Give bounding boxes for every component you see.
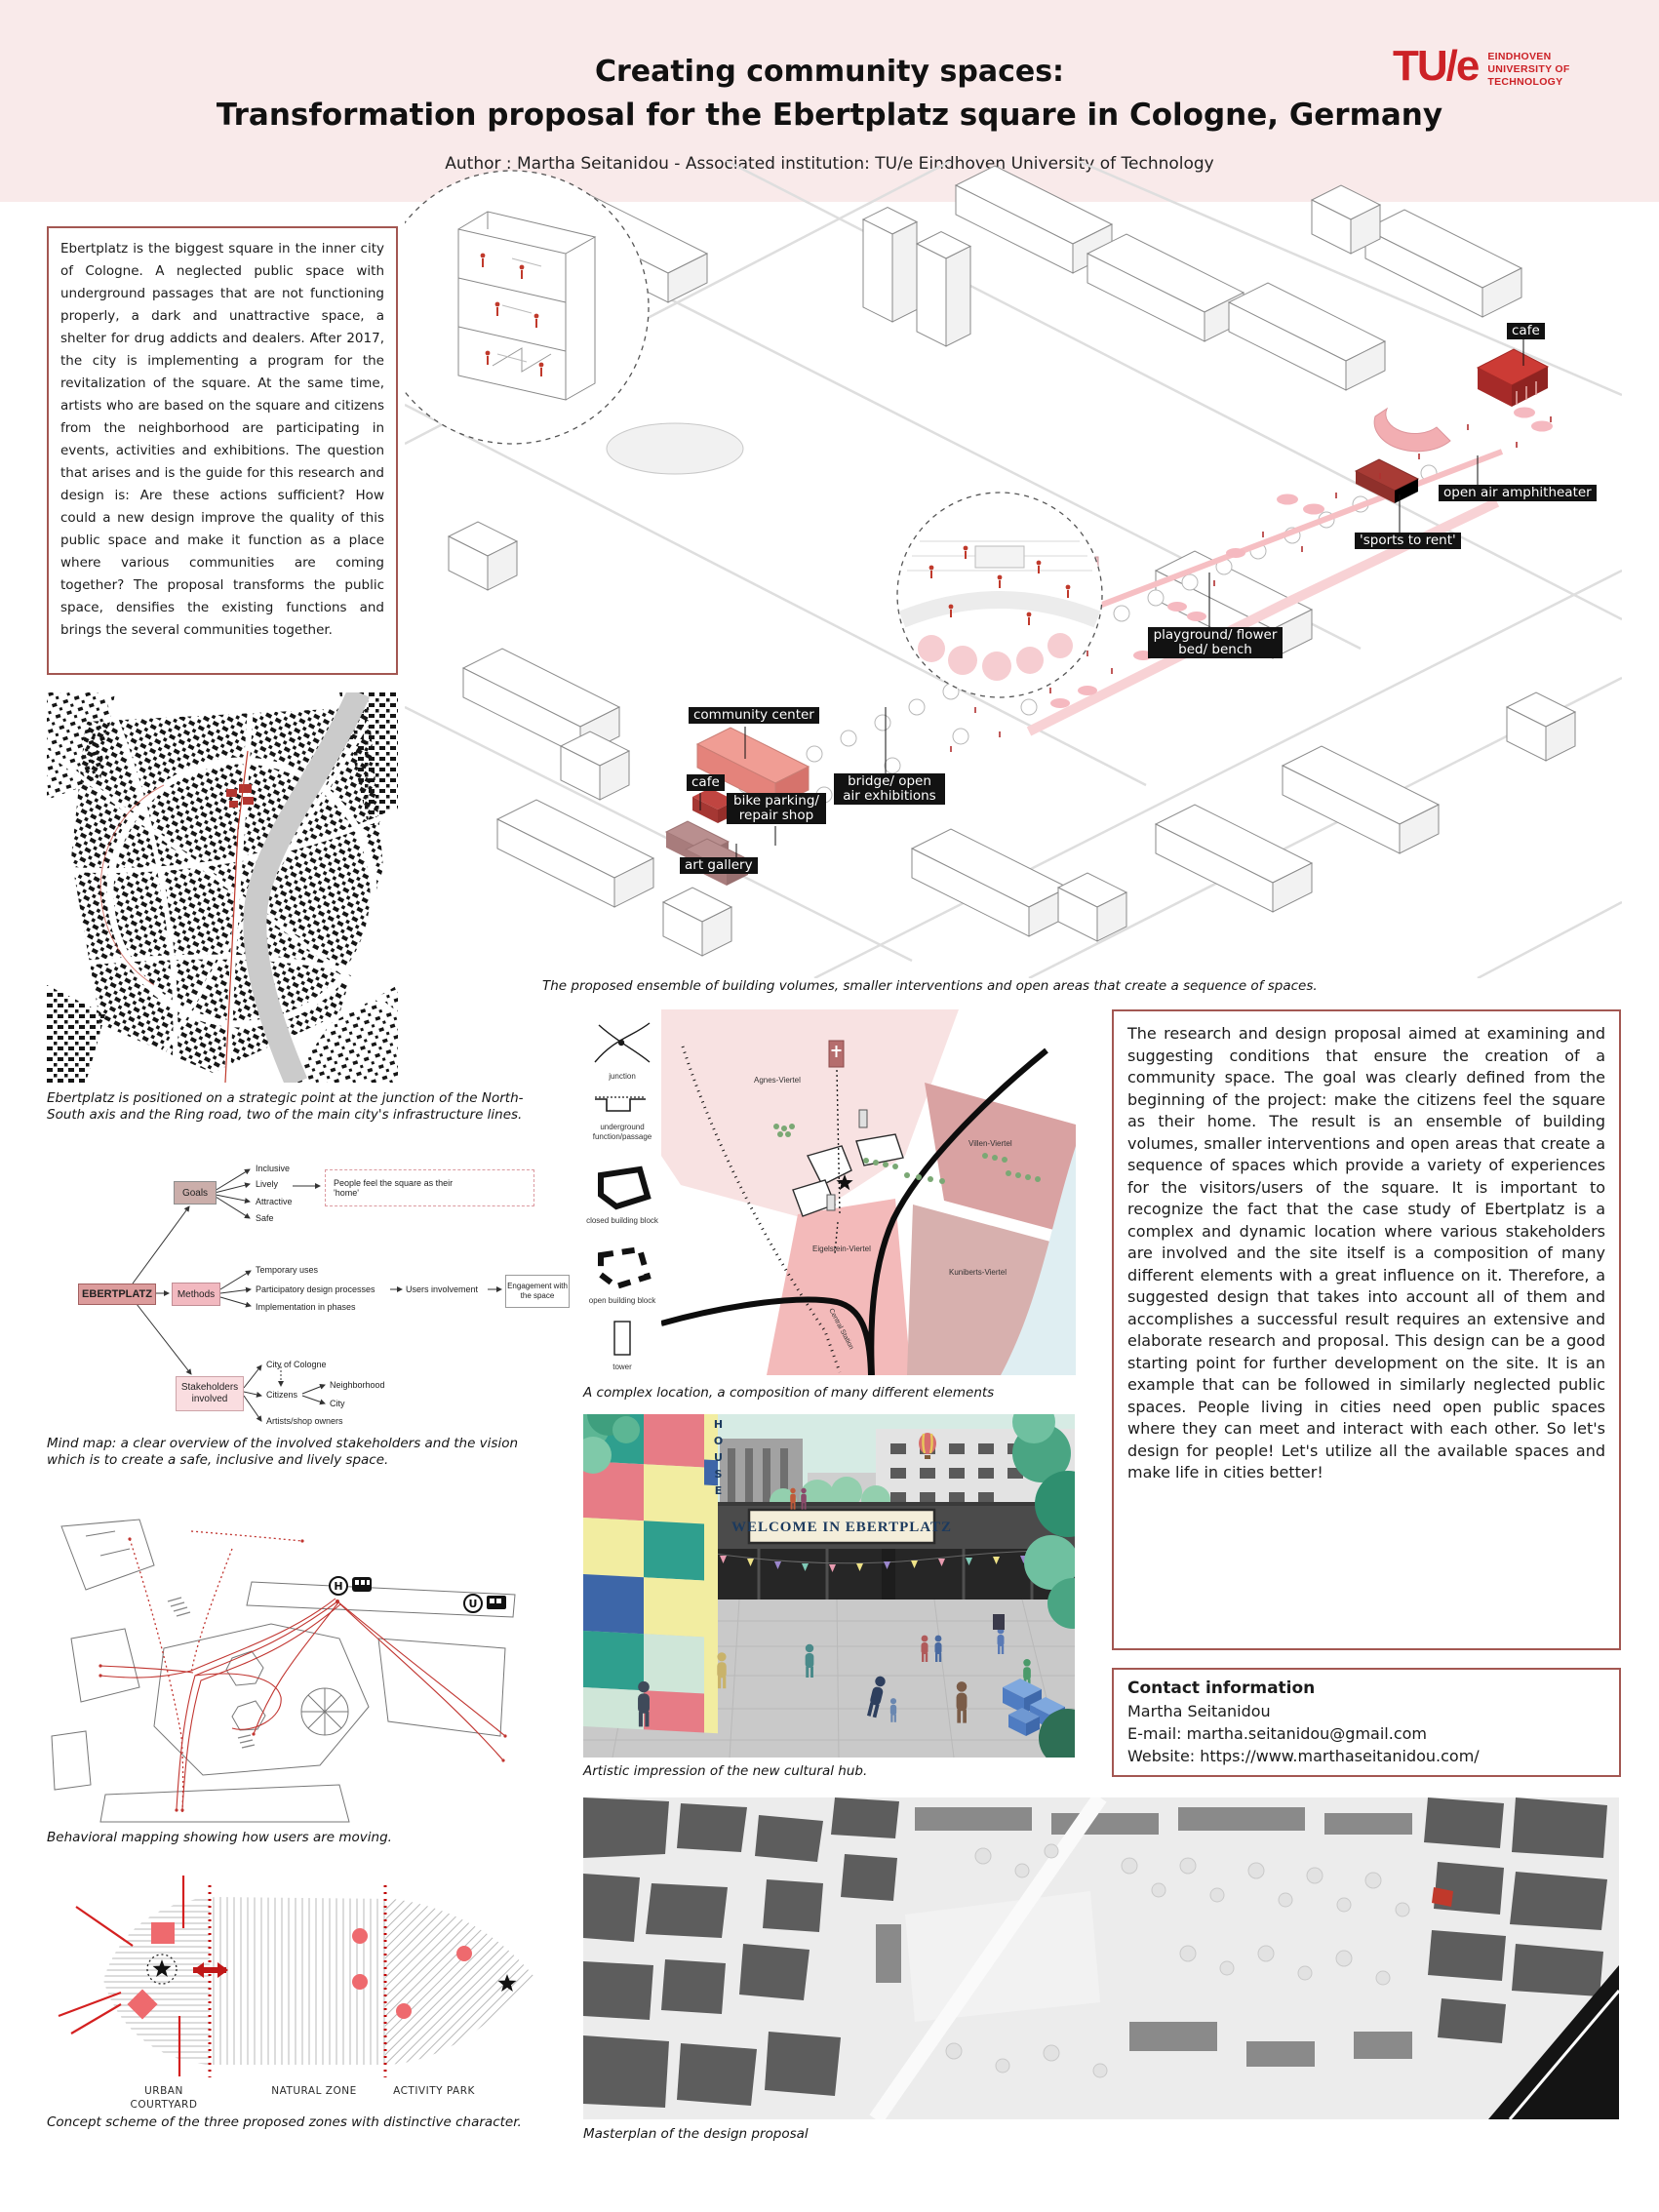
- zone-label-natural: NATURAL ZONE: [271, 2085, 357, 2097]
- mindmap-outcome-box: [325, 1169, 534, 1206]
- flower-beds: [1050, 408, 1553, 709]
- stakeholder-item: City of Cologne: [266, 1360, 327, 1369]
- location-map-figure: [583, 1009, 1076, 1375]
- concept-scheme-figure: [47, 1868, 554, 2116]
- open-block-icon: [583, 1244, 661, 1292]
- art-gallery-building: [666, 821, 748, 886]
- transit-stop-ubahn: [464, 1595, 506, 1612]
- goal-item: Attractive: [256, 1197, 293, 1206]
- citizens-child: Neighborhood: [330, 1380, 385, 1390]
- mindmap-stakeholders: Stakeholders involved: [176, 1376, 244, 1411]
- house-vertical-text: HOUSE: [712, 1418, 725, 1501]
- mind-map-caption: Mind map: a clear overview of the involved stakeholders and the vision which is to create a safe, inclusive and lively space.: [47, 1436, 519, 1468]
- axon-label-playground: playground/ flower bed/ bench: [1148, 627, 1283, 658]
- axonometric-figure: [405, 161, 1622, 978]
- goal-item: Inclusive: [256, 1164, 291, 1173]
- street-blocks: [52, 1520, 515, 1822]
- page-title-line2: Transformation proposal for the Ebertplatz square in Cologne, Germany: [216, 98, 1443, 133]
- city-map-figure: [47, 692, 398, 1083]
- legend-underground: underground function/passage: [583, 1089, 661, 1141]
- author-line: Author : Martha Seitanidou - Associated institution: TU/e Eindhoven University of Technology: [445, 154, 1214, 174]
- tue-logo-text-line: EINDHOVEN: [1487, 51, 1552, 62]
- zone-label-urban: URBAN COURTYARD: [130, 2085, 198, 2111]
- masterplan-svg: [583, 1797, 1619, 2119]
- legend-tower: tower: [583, 1320, 661, 1372]
- stakeholder-item: Citizens: [266, 1390, 298, 1400]
- mindmap-engagement-box: Engagement with the space: [505, 1275, 570, 1308]
- legend-junction: junction: [583, 1017, 661, 1082]
- tower-icon: [583, 1320, 661, 1359]
- tue-logo-text-line: UNIVERSITY OF: [1487, 63, 1570, 75]
- method-item: Temporary uses: [256, 1265, 319, 1275]
- page-title-line1: Creating community spaces:: [594, 55, 1065, 89]
- citizens-child: City: [330, 1399, 345, 1408]
- concept-scheme-svg: [47, 1868, 554, 2116]
- location-caption: A complex location, a composition of many different elements: [583, 1385, 995, 1401]
- location-map-svg: [661, 1009, 1076, 1375]
- impression-caption: Artistic impression of the new cultural hub.: [583, 1763, 868, 1779]
- axon-label-community-center: community center: [689, 707, 819, 724]
- axon-label-art-gallery: art gallery: [680, 857, 758, 874]
- axonometric-svg: [405, 161, 1622, 978]
- users-involvement: Users involvement: [406, 1284, 479, 1294]
- tue-logo-mark: TU/e: [1393, 42, 1479, 90]
- church-icon: [829, 1041, 844, 1067]
- research-textbox: The research and design proposal aimed at examining and suggesting conditions that ensure the creation of a community space. The goal was clearly defined from the beginning of the project: make the citizens feel the square as their home. The result is an ensemble of building volumes, smaller interventions and open areas that create a sequence of spaces which provide a variety of experiences for the visitors/users of the square. It is important to recognize the fact that the case study of Ebertplatz is a complex and dynamic location where various stakeholders are involved and the site itself is a composition of many different elements with a great influence on it. Therefore, a suggested design that takes into account all of them and accomplishes a successful result requires an extensive and elaborate research and proposal. This design can be a good starting point for further development on the site. It is an example that can be followed in similarly neglected public spaces. People living in cities need open public spaces where they can meet and interact with each other. So let's design for people! Let's utilize all the available spaces and make life in cities better!: [1112, 1009, 1621, 1650]
- program-square: [151, 1922, 175, 1944]
- sports-pavilion: [1356, 459, 1418, 503]
- behavioral-map-figure: [47, 1512, 534, 1824]
- impression-svg: [583, 1414, 1075, 1758]
- goal-item: Safe: [256, 1213, 274, 1223]
- axon-label-bridge: bridge/ open air exhibitions: [834, 773, 945, 805]
- location-map-legend: [583, 1009, 661, 1375]
- method-item: Participatory design processes: [256, 1284, 375, 1294]
- contact-box: [1112, 1668, 1621, 1777]
- legend-open-block: open building block: [583, 1244, 661, 1306]
- contact-heading: Contact information: [1127, 1679, 1316, 1698]
- mind-map-figure: [47, 1156, 573, 1434]
- districts: [661, 1009, 1076, 1375]
- ubahn-stop-letter: U: [468, 1598, 478, 1610]
- closed-block-icon: [583, 1164, 661, 1212]
- underground-icon: [583, 1089, 661, 1119]
- impression-figure: [583, 1414, 1075, 1758]
- axon-label-amphitheater: open air amphitheater: [1439, 485, 1597, 501]
- plaza-inset: [897, 493, 1102, 697]
- masterplan-caption: Masterplan of the design proposal: [583, 2126, 809, 2142]
- axon-label-sports: 'sports to rent': [1355, 533, 1461, 549]
- mindmap-goals: Goals: [174, 1181, 217, 1205]
- junction-icon: [583, 1017, 661, 1068]
- pond: [607, 423, 743, 474]
- behavioral-map-svg: [47, 1512, 534, 1824]
- welcome-sign: [731, 1510, 952, 1543]
- tue-logo-text-line: TECHNOLOGY: [1487, 76, 1563, 88]
- legend-closed-block: closed building block: [583, 1164, 661, 1226]
- stakeholder-item: Artists/shop owners: [266, 1416, 343, 1426]
- tue-logo: [1393, 42, 1570, 90]
- intro-textbox: Ebertplatz is the biggest square in the inner city of Cologne. A neglected public space with underground passages that are not functioning properly, a dark and unattractive space, a shelter for drug addicts and dealers. After 2017, the city is implementing a program for the revitalization of the square. At the same time, artists who are based on the square and citizens from the neighborhood are participating in events, activities and exhibitions. The question that arises and is the guide for this research and design is: Are these actions sufficient? How could a new design improve the quality of this public space and make it function as a place where various communities are coming together? The proposal transforms the public space, densifies the existing functions and brings the several communities together.: [47, 226, 398, 675]
- district-label: Kuniberts-Viertel: [949, 1268, 1007, 1277]
- central-station-label: Central Station: [827, 1307, 855, 1351]
- mindmap-root: EBERTPLATZ: [78, 1284, 156, 1305]
- bus-stop-letter: H: [334, 1580, 343, 1593]
- axon-label-cafe-left: cafe: [687, 774, 725, 791]
- mindmap-outcome-text: People feel the square as their 'home': [334, 1178, 454, 1198]
- contact-email: E-mail: martha.seitanidou@gmail.com: [1127, 1724, 1427, 1743]
- zone-label-activity: ACTIVITY PARK: [393, 2085, 475, 2097]
- transit-stop-bus: [330, 1577, 372, 1595]
- concept-caption: Concept scheme of the three proposed zones with distinctive character.: [47, 2114, 522, 2130]
- city-map-svg: [47, 692, 398, 1083]
- axon-label-cafe-top: cafe: [1507, 323, 1545, 339]
- city-map-caption: Ebertplatz is positioned on a strategic point at the junction of the North-South axis and the Ring road, two of the main city's infrastructure lines.: [47, 1090, 524, 1123]
- axon-label-bike-parking: bike parking/ repair shop: [727, 793, 826, 824]
- contact-website: Website: https://www.marthaseitanidou.com/: [1127, 1747, 1480, 1765]
- district-label: Eigelstein-Viertel: [812, 1244, 871, 1253]
- behavioral-caption: Behavioral mapping showing how users are moving.: [47, 1830, 392, 1845]
- contact-name: Martha Seitanidou: [1127, 1702, 1271, 1720]
- welcome-sign-text: WELCOME IN EBERTPLATZ: [731, 1520, 953, 1535]
- axon-caption: The proposed ensemble of building volumes, smaller interventions and open areas that create a sequence of spaces.: [542, 978, 1318, 994]
- goal-item: Lively: [256, 1179, 279, 1189]
- concept-zones: [96, 1887, 541, 2073]
- district-label: Villen-Viertel: [968, 1139, 1012, 1148]
- district-label: Agnes-Viertel: [754, 1076, 801, 1085]
- mindmap-methods: Methods: [172, 1283, 220, 1306]
- masterplan-figure: [583, 1797, 1619, 2119]
- tue-logo-text: [1487, 51, 1569, 89]
- movement-paths-dotted: [130, 1531, 302, 1812]
- method-item: Implementation in phases: [256, 1302, 356, 1312]
- amphitheater-arc: [1374, 409, 1450, 452]
